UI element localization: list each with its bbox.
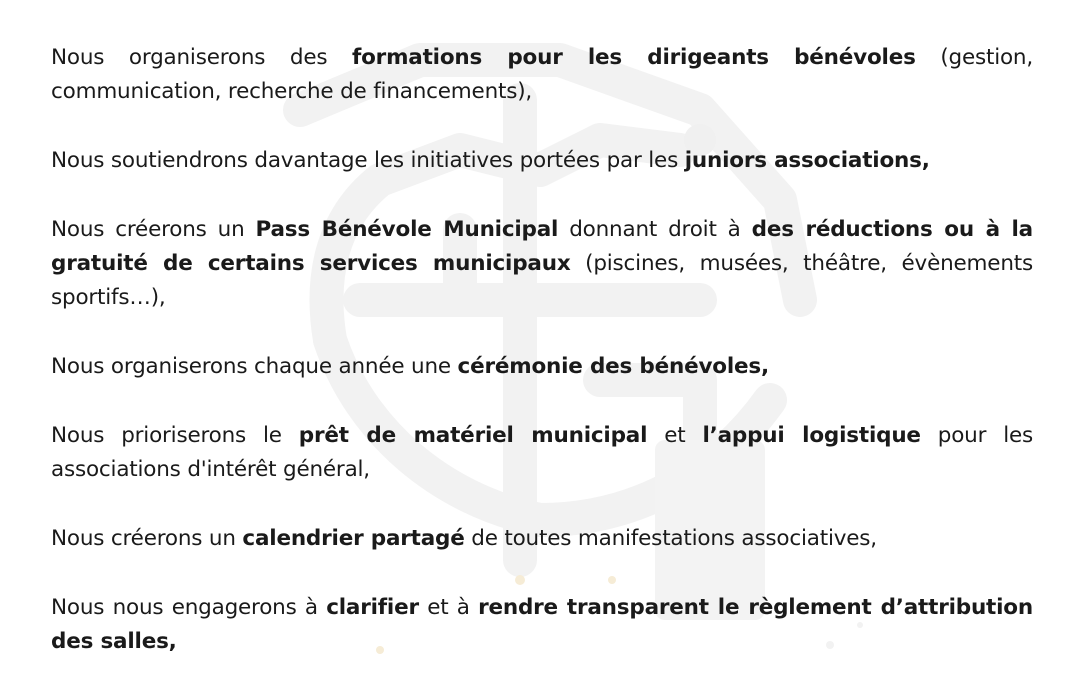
text-run: et <box>647 423 703 448</box>
text-run: Nous organiserons des <box>51 45 352 70</box>
paragraph-2 <box>51 41 1033 109</box>
text-run <box>51 0 292 1</box>
text-run: de toutes manifestations associatives, <box>464 526 877 551</box>
bold-text: l’appui logistique <box>702 423 921 448</box>
text-run: Nous organiserons chaque année une <box>51 354 458 379</box>
paragraph-3 <box>51 144 1033 178</box>
paragraph-1 <box>51 0 1033 6</box>
paragraph-7 <box>51 522 1033 556</box>
text-run: (piscines, musées, théâtre, évènements sportifs…), <box>51 251 1033 310</box>
text-run: Nous créerons un <box>51 526 243 551</box>
bold-text: cérémonie des bénévoles, <box>457 354 769 379</box>
bold-text: des réductions ou à la gratuité de certains services municipaux <box>51 217 1033 276</box>
paragraph-5 <box>51 350 1033 384</box>
paragraph-8 <box>51 591 1033 659</box>
bold-text: calendrier partagé <box>242 526 465 551</box>
text-run: Nous nous engagerons à <box>51 595 327 620</box>
text-run: Nous créerons un <box>51 217 256 242</box>
bold-text: Pass Bénévole Municipal <box>255 217 559 242</box>
paragraph-4 <box>51 213 1033 315</box>
document-body <box>51 0 1033 694</box>
bold-text: rendre transparent le règlement d’attribution des salles, <box>51 595 1033 654</box>
text-run: pour les associations d'intérêt général, <box>51 423 1034 482</box>
text-run: et à <box>418 595 479 620</box>
text-run: donnant droit à <box>558 217 752 242</box>
bold-text: prêt de matériel municipal <box>298 423 648 448</box>
text-run: Nous soutiendrons davantage les initiatives portées par les <box>51 148 685 173</box>
bold-text: juniors associations, <box>684 148 930 173</box>
bold-text: clarifier <box>326 595 419 620</box>
text-run: Nous prioriserons le <box>51 423 299 448</box>
paragraph-6 <box>51 419 1033 487</box>
bold-text: formations pour les dirigeants bénévoles <box>351 45 916 70</box>
bold-text <box>292 0 881 1</box>
text-run: (gestion, communication, recherche de financements), <box>51 45 1033 104</box>
